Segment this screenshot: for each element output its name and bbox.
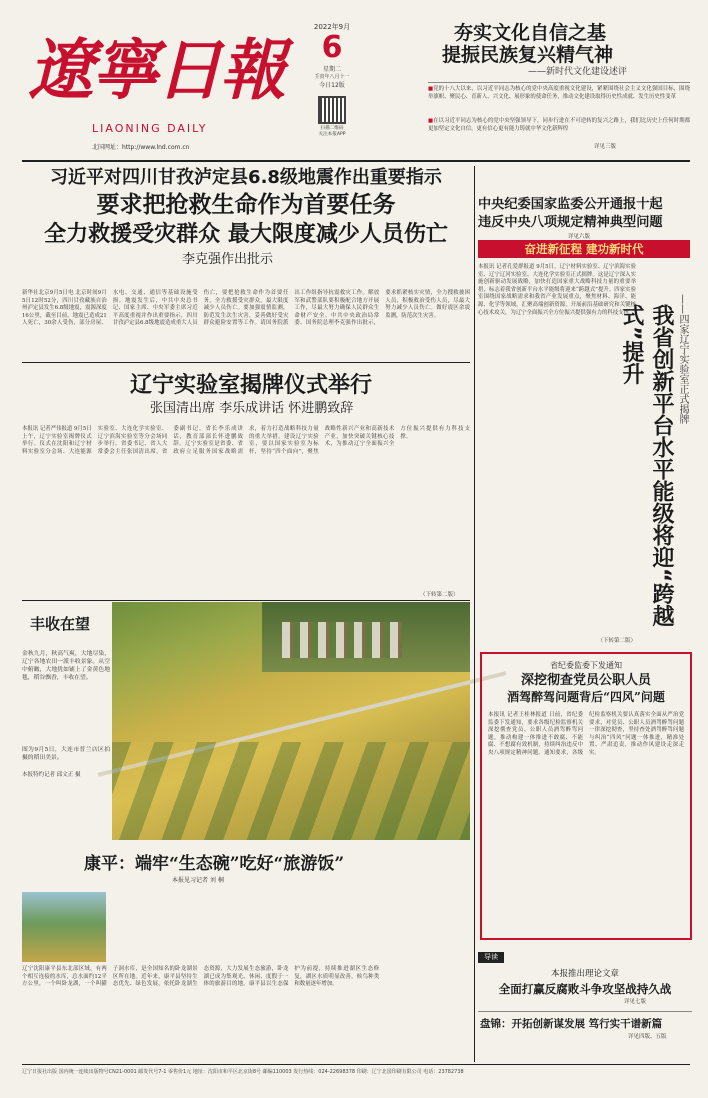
guide-block [478,944,692,1062]
guide-item-1-jump[interactable]: 详见七版 [624,999,647,1005]
issue-day: 6 [321,30,343,65]
innovation-body [478,264,636,654]
harvest-photo[interactable] [112,602,470,840]
kangping-byline: 本报见习记者 刘 桐 [172,877,224,884]
issue-pages: 今日12版 [319,82,345,89]
lab-subhead: 张国清出席 李乐成讲话 怀进鹏致辞 [150,401,354,416]
lab-story [22,370,470,418]
qr-caption: 扫描二维码 关注本报APP [318,126,346,137]
lab-jump[interactable]: （下转第二版） [420,592,459,598]
photo-field-strips [112,742,470,840]
lab-rule [22,600,470,601]
campaign-banner [478,240,690,258]
top-feature-para-1: ■党的十八大以来，以习近平同志为核心的党中央高度重视文化建设，紧紧围绕社会主义文化强国目标，围绕举旗帜、聚民心、育新人、兴文化、展形象的使命任务，推动文化建设取得历史性成就、发生历史性变革 [428,86,690,100]
right-column-divider [474,166,475,1062]
kangping-body-text: 辽宁沈阳康平县东北部区域，有两个相互连接的水库，总水面约12平方公里，一个叫卧龙湖，一个叫獾子洞水库，是全国知名的卧龙湖景区所在地。近年来，康平县坚持生态优先、绿色发展，依托卧龙湖生态资源，大力发展生态旅游，卧龙湖已成为集观光、休闲、度假于一体的旅游目的地。康平县以生态保护为前提，持续推进湖区生态修复，湖区水质明显改善，候鸟种类和数量逐年增加。 [22,966,380,988]
top-feature-subhead: ——新时代文化建设述评 [528,67,628,77]
top-feature-headline-2[interactable]: 提振民族复兴精气神 [442,44,614,66]
issue-date-block [308,22,356,89]
newspaper-subtitle-en: LIAONING DAILY [92,122,208,135]
lab-body [22,426,470,596]
masthead-rule [22,160,690,162]
boxed-headline-1[interactable]: 深挖彻查党员公职人员 [520,673,651,688]
boxed-body-text: 本报讯 记者王桂林报道 日前，省纪委监委下发通知，要求各级纪检监察机关深挖彻查党员、公职人员酒驾醉驾问题，推动构建一体推进不敢腐、不能腐、不想腐有效机制，持续纠治违反中央八项规定精神问题。通知要求，各级纪检监察机关要认真落实全面从严治党要求，对党员、公职人员酒驾醉驾问题一律深挖彻查，坚持查处酒驾醉驾问题与纠治“四风”问题一体推进，精准处置、严肃追责，推动作风建设走深走实。 [488,712,684,756]
masthead [22,18,422,158]
lead-subhead: 李克强作出批示 [182,252,274,267]
top-feature-jump[interactable]: 详见三版 [594,144,617,150]
kangping-story [22,852,470,886]
footer-rule [22,1064,690,1065]
discipline-headline-2[interactable]: 违反中央八项规定精神典型问题 [478,215,663,230]
newspaper-logo: 遼寧日報 [28,31,284,109]
innovation-jump[interactable]: （下转第二版） [597,638,636,644]
issue-lunar: 壬寅年八月十一 [314,74,350,80]
guide-item-2[interactable]: 盘锦：开拓创新谋发展 笃行实干谱新篇 [480,1018,663,1030]
harvest-poem: 金秋九月，秋高气爽，大地尽染，辽宁各地农田一派丰收景象。从空中俯瞰，大地犹如铺上了金黄色地毯，稻谷飘香，丰收在望。 [22,651,110,681]
guide-item-1[interactable]: 本报推出理论文章 [550,969,619,979]
red-square-icon: ■ [428,86,434,92]
harvest-caption: 图为9月5日，大连市普兰店区拍摄的稻田美景。 [22,747,110,761]
footer-line: 辽宁日报社出版 国内统一连续出版物号CN21-0001 邮发代号7-1 零售价1元 地址：沈阳市和平区北京街8号 邮编110003 发行热线：024-22698378 印刷：辽宁北国印刷有限公司 电话：23782738 [22,1069,464,1075]
innovation-vertical-title[interactable] [619,304,676,654]
discipline-headline-1[interactable]: 中央纪委国家监委公开通报十起 [478,197,663,212]
innovation-vertical-kicker [676,294,688,474]
top-feature-para-2: ■在以习近平同志为核心的党中央坚强领导下，同步行进在不可逆转的复兴之路上，我们比历史上任何时期都更加坚定文化自信，更有信心更有能力铸就中华文化新辉煌 [428,118,690,132]
vertical-title-text: 我省创新平台水平能级将迎“跨越式”提升 [619,304,674,627]
qr-code[interactable] [318,96,346,124]
boxed-kicker: 省纪委监委下发通知 [550,661,622,670]
website-line: 北国网址：http://www.lnd.com.cn [92,144,190,151]
guide-label: 导读 [478,952,504,963]
harvest-credit: 本报特约记者 邱文正 摄 [22,772,81,778]
innovation-body-text: 本报讯 记者孔爱群报道 9月5日，辽宁材料实验室、辽宁滨海实验室、辽宁辽河实验室、大连化学实验室正式揭牌。这是辽宁深入实施创新驱动发展战略，加快打造国家重大战略科技力量的重要举措，标志着我省创新平台水平能级将迎来“跨越式”提升。四家实验室围绕国家战略需求和我省产业发展重点，聚焦材料、海洋、能源、化学等领域，汇聚高端创新资源，开展前沿基础研究和关键核心技术攻关，为辽宁全面振兴全方位振兴提供强有力的科技支撑。 [478,264,636,316]
boxed-headline-2[interactable]: 酒驾醉驾问题背后“四风”问题 [507,690,665,704]
discipline-jump[interactable]: 详见六版 [568,234,591,240]
top-feature [428,22,690,152]
top-feature-headline-1[interactable]: 夯实文化自信之基 [454,22,607,44]
lab-headline[interactable]: 辽宁实验室揭牌仪式举行 [130,372,373,398]
kangping-body [22,966,470,1062]
boxed-notice [480,652,692,940]
photo-houses [282,622,402,658]
campaign-banner-text: 奋进新征程 建功新时代 [524,242,644,256]
harvest-title: 丰收在望 [30,615,91,633]
lead-headline-1[interactable]: 要求把抢救生命作为首要任务 [96,192,396,218]
lead-body [22,290,470,362]
guide-item-1-title[interactable]: 全面打赢反腐败斗争攻坚战持久战 [498,982,672,996]
lead-body-text: 新华社北京9月5日电 北京时间9月5日12时52分，四川甘孜藏族自治州泸定县发生6.8级地震，震源深度16公里，截至目前，地震已造成21人死亡，30余人受伤，部分房屋、水电、交通、通信等基础设施受损。地震发生后，中共中央总书记、国家主席、中央军委主席习近平高度重视并作出重要指示，四川甘孜泸定县6.8级地震造成重大人员伤亡，要把抢救生命作为首要任务，全力救援受灾群众，最大限度减少人员伤亡。要加强震情监测，防范发生次生灾害，妥善做好受灾群众避险安置等工作。请国务院派出工作组指导抗震救灾工作。解放军和武警部队要积极配合地方开展工作，尽最大努力确保人民群众生命财产安全。中共中央政治局常委、国务院总理李克强作出批示，要求抓紧核实灾情，全力搜救被困人员，积极救治受伤人员，尽最大努力减少人员伤亡。做好震区余震监测，防范次生灾害。 [22,290,470,327]
issue-weekday: 星期二 [322,66,341,73]
lead-rule [22,362,470,363]
guide-item-2-jump[interactable]: 详见四版、五版 [628,1034,667,1040]
vertical-kicker-text: ——四家辽宁实验室正式揭牌 [677,294,688,424]
boxed-body [488,712,684,936]
issue-year-month: 2022年9月 [313,23,351,31]
lab-body-text: 本报讯 记者严伟报道 9月5日上午，辽宁实验室揭牌仪式举行。仪式在沈阳和辽宁材料实验室分会场、大连能源实验室、大连化学实验室、辽宁滨海实验室等分会场同步举行。省委书记、省人大常委会主任张国清出席，省委副书记、省长李乐成讲话，教育部部长怀进鹏致辞。辽宁实验室是省委、省政府立足服务国家战略需求，着力打造战略科技力量的重大举措。建设辽宁实验室，要以国家实验室为标杆，坚持“四个面向”，聚焦战略性新兴产业和高新技术产业，加快突破关键核心技术，为推动辽宁全面振兴全方位振兴提供有力科技支撑。 [22,426,470,455]
red-square-icon: ■ [428,118,434,124]
lead-kicker[interactable]: 习近平对四川甘孜泸定县6.8级地震作出重要指示 [50,167,442,188]
kangping-headline[interactable]: 康平：端牢“生态碗”吃好“旅游饭” [84,854,345,874]
lead-story [22,166,470,270]
discipline-notice [478,196,692,242]
harvest-caption-col [22,612,110,842]
kangping-photo[interactable] [22,892,106,962]
lead-headline-2[interactable]: 全力救援受灾群众 最大限度减少人员伤亡 [44,222,448,247]
